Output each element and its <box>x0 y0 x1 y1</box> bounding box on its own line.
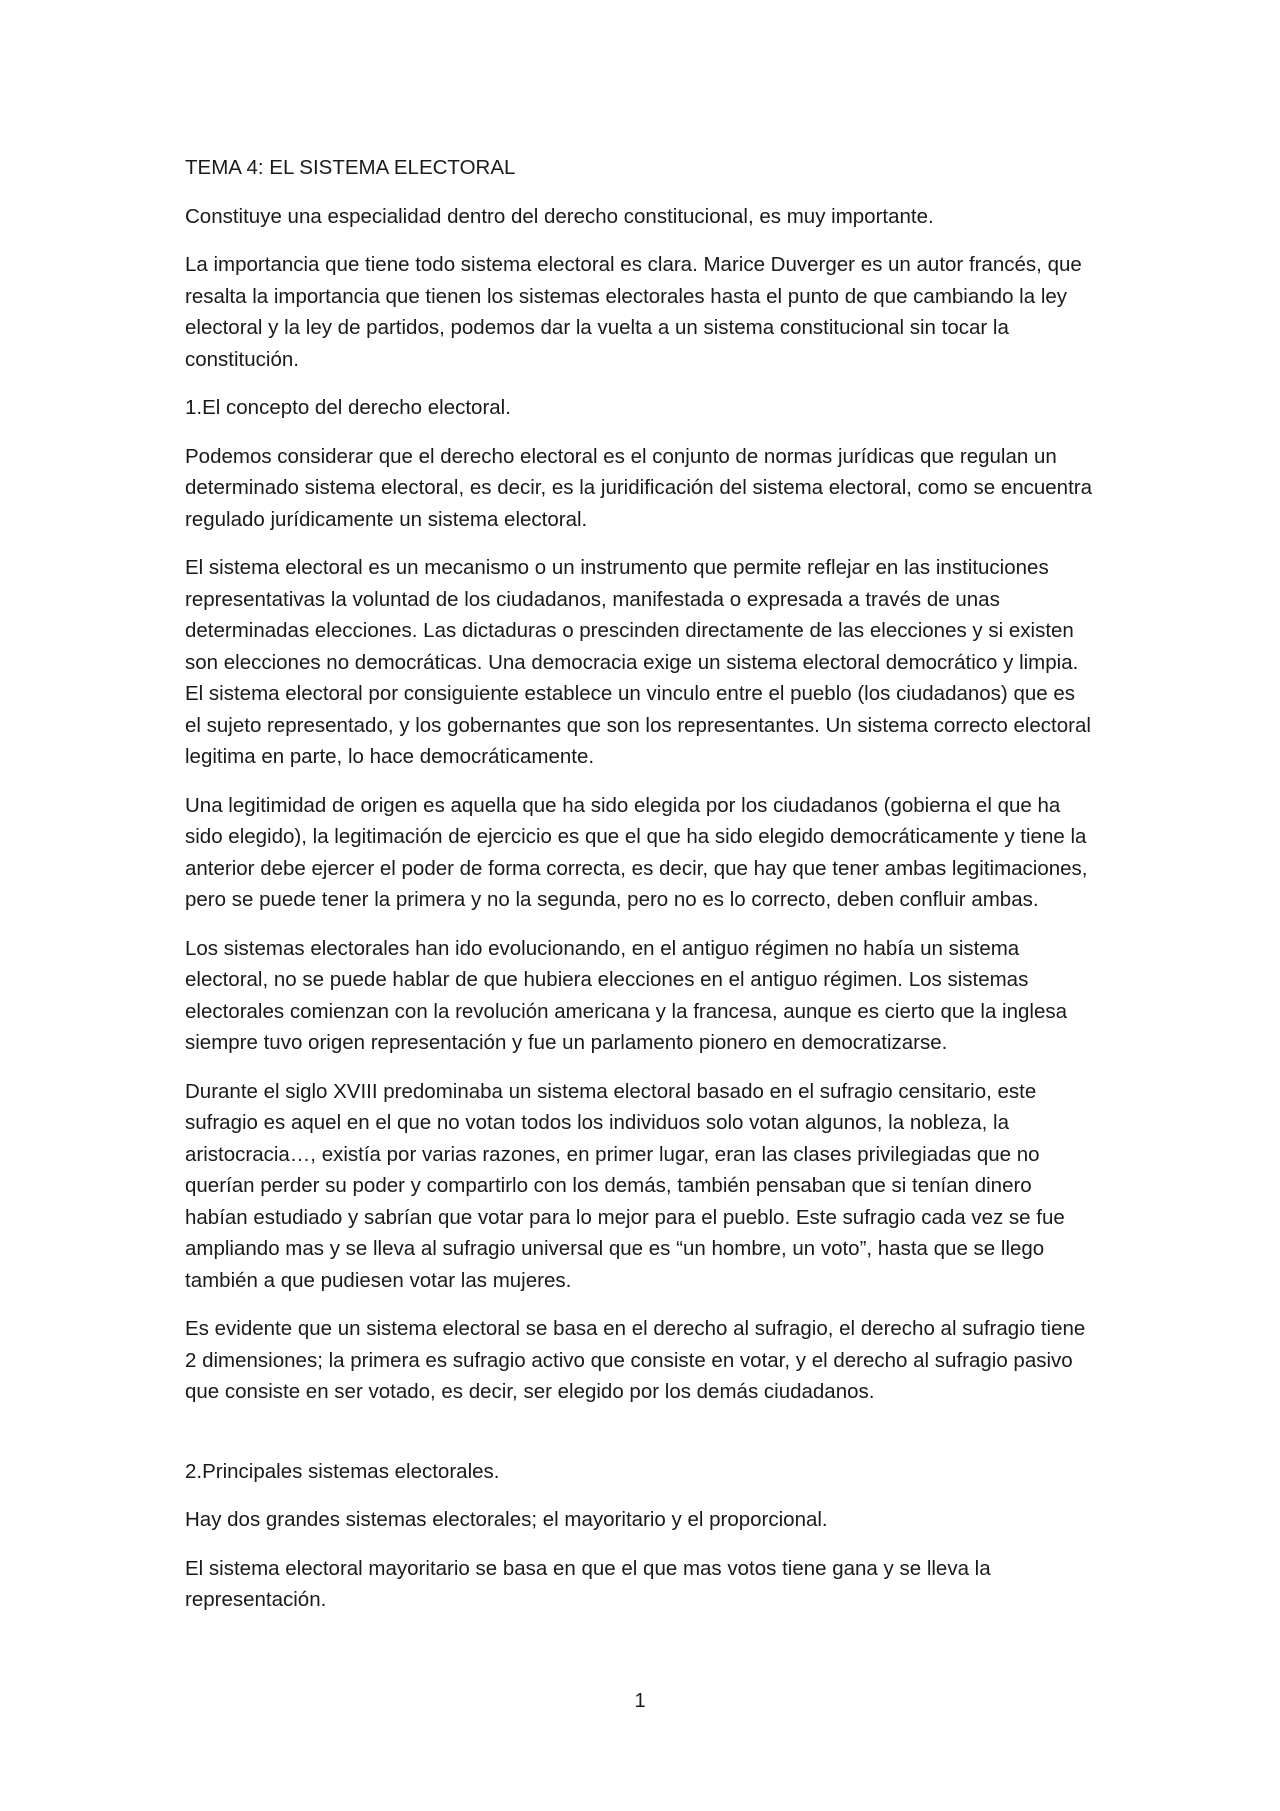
paragraph-majority-system: El sistema electoral mayoritario se basa en que el que mas votos tiene gana y se lleva la representación. <box>185 1556 991 1611</box>
document-title: TEMA 4: EL SISTEMA ELECTORAL <box>185 156 516 179</box>
page-number: 1 <box>634 1690 646 1712</box>
paragraph-importance: La importancia que tiene todo sistema electoral es clara. Marice Duverger es un autor francés, que resalta la importancia que tienen los sistemas electorales hasta el punto de que cambiando la ley electoral y la ley de partidos, podemos dar la vuelta a un sistema constitucional sin tocar la constitución. <box>185 253 1082 371</box>
section-heading-2: 2.Principales sistemas electorales. <box>185 1459 500 1483</box>
section-heading-1: 1.El concepto del derecho electoral. <box>185 396 511 419</box>
paragraph-mechanism: El sistema electoral es un mecanismo o un instrumento que permite reflejar en las instituciones representativas la voluntad de los ciudadanos, manifestada o expresada a través de unas determinadas elecciones. Las dictaduras o prescinden directamente de las elecciones y si existen son elecciones no democráticas. Una democracia exige un sistema electoral democrático y limpia. El sistema electoral por consiguiente establece un vinculo entre el pueblo (los ciudadanos) que es el sujeto representado, y los gobernantes que son los representantes. Un sistema correcto electoral legitima en parte, lo hace democráticamente. <box>185 556 1091 768</box>
paragraph-two-systems: Hay dos grandes sistemas electorales; el mayoritario y el proporcional. <box>185 1508 828 1531</box>
paragraph-suffrage-dimensions: Es evidente que un sistema electoral se basa en el derecho al sufragio, el derecho al sufragio tiene 2 dimensiones; la primera es sufragio activo que consiste en votar, y el derecho al sufragio pasivo que consiste en ser votado, es decir, ser elegido por los demás ciudadanos. <box>185 1317 1086 1403</box>
paragraph-definition: Podemos considerar que el derecho electoral es el conjunto de normas jurídicas que regulan un determinado sistema electoral, es decir, es la juridificación del sistema electoral, como se encuentra regulado jurídicamente un sistema electoral. <box>185 444 1092 531</box>
paragraph-intro: Constituye una especialidad dentro del derecho constitucional, es muy importante. <box>185 204 934 228</box>
paragraph-census-suffrage: Durante el siglo XVIII predominaba un sistema electoral basado en el sufragio censitario, este sufragio es aquel en el que no votan todos los individuos solo votan algunos, la nobleza, la aristocracia…, existía por varias razones, en primer lugar, eran las clases privilegiadas que no querían perder su poder y compartirlo con los demás, también pensaban que si tenían dinero habían estudiado y sabrían que votar para lo mejor para el pueblo. Este sufragio cada vez se fue ampliando mas y se lleva al sufragio universal que es “un hombre, un voto”, hasta que se llego también a que pudiesen votar las mujeres. <box>185 1079 1065 1292</box>
document-body <box>185 152 1095 1633</box>
paragraph-evolution: Los sistemas electorales han ido evolucionando, en el antiguo régimen no había un sistema electoral, no se puede hablar de que hubiera elecciones en el antiguo régimen. Los sistemas electorales comienzan con la revolución americana y la francesa, aunque es cierto que la inglesa siempre tuvo origen representación y fue un parlamento pionero en democratizarse. <box>185 936 1068 1054</box>
paragraph-legitimacy: Una legitimidad de origen es aquella que ha sido elegida por los ciudadanos (gobierna el que ha sido elegido), la legitimación de ejercicio es que el que ha sido elegido democráticamente y tiene la anterior debe ejercer el poder de forma correcta, es decir, que hay que tener ambas legitimaciones, pero se puede tener la primera y no la segunda, pero no es lo correcto, deben confluir ambas. <box>185 793 1088 911</box>
